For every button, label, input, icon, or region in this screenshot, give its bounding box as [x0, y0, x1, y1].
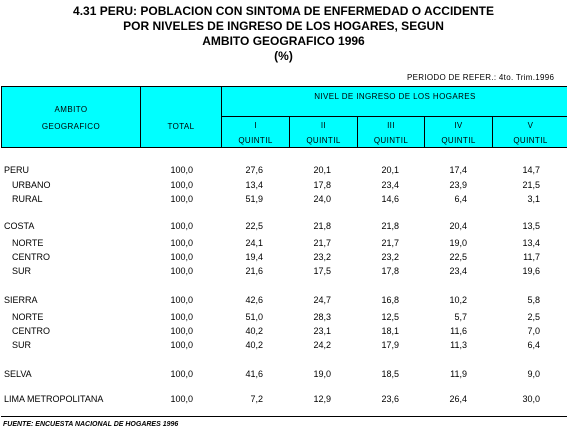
cell-quintil-1: 19,4 — [245, 252, 263, 262]
table-row — [0, 264, 567, 278]
cell-total: 100,0 — [170, 326, 193, 336]
cell-quintil-3: 20,1 — [381, 165, 399, 175]
cell-quintil-1: 41,6 — [245, 369, 263, 379]
cell-quintil-3: 18,1 — [381, 326, 399, 336]
table-header — [1, 86, 567, 148]
table-row — [0, 310, 567, 324]
cell-total: 100,0 — [170, 238, 193, 248]
row-label: SUR — [12, 340, 32, 350]
cell-quintil-3: 21,7 — [381, 238, 399, 248]
table-row — [0, 192, 567, 206]
row-label: SUR — [12, 266, 32, 276]
cell-quintil-5: 14,7 — [522, 165, 540, 175]
cell-quintil-3: 18,5 — [381, 369, 399, 379]
table-row — [0, 293, 567, 307]
cell-quintil-2: 21,8 — [313, 221, 331, 231]
cell-quintil-5: 5,8 — [527, 295, 540, 305]
cell-quintil-2: 23,2 — [313, 252, 331, 262]
cell-quintil-5: 3,1 — [527, 194, 540, 204]
cell-quintil-5: 30,0 — [522, 394, 540, 404]
source-footnote: FUENTE: ENCUESTA NACIONAL DE HOGARES 1996 — [3, 421, 179, 428]
header-ambito: AMBITO — [54, 105, 88, 114]
header-quintil-3-number: III — [387, 121, 395, 130]
cell-quintil-4: 5,7 — [454, 312, 467, 322]
table-row — [0, 236, 567, 250]
row-label: NORTE — [12, 312, 44, 322]
row-label: CENTRO — [12, 252, 50, 262]
cell-quintil-5: 6,4 — [527, 340, 540, 350]
cell-quintil-4: 17,4 — [449, 165, 467, 175]
row-label: URBANO — [12, 180, 51, 190]
header-nivel-ingreso: NIVEL DE INGRESO DE LOS HOGARES — [314, 92, 476, 101]
cell-total: 100,0 — [170, 312, 193, 322]
cell-quintil-2: 19,0 — [313, 369, 331, 379]
cell-quintil-5: 21,5 — [522, 180, 540, 190]
cell-quintil-2: 17,5 — [313, 266, 331, 276]
cell-quintil-2: 21,7 — [313, 238, 331, 248]
cell-quintil-3: 14,6 — [381, 194, 399, 204]
row-label: RURAL — [12, 194, 43, 204]
cell-quintil-2: 20,1 — [313, 165, 331, 175]
cell-quintil-4: 26,4 — [449, 394, 467, 404]
cell-quintil-2: 28,3 — [313, 312, 331, 322]
table-row — [0, 163, 567, 177]
table-row — [0, 219, 567, 233]
cell-quintil-5: 2,5 — [527, 312, 540, 322]
cell-total: 100,0 — [170, 165, 193, 175]
header-quintil-2-number: II — [320, 121, 327, 130]
header-quintil-3-label: QUINTIL — [373, 136, 409, 145]
cell-quintil-1: 51,9 — [245, 194, 263, 204]
header-total: TOTAL — [167, 122, 195, 131]
cell-quintil-4: 11,9 — [450, 369, 467, 379]
cell-quintil-5: 13,4 — [522, 238, 540, 248]
header-quintil-5-number: V — [527, 121, 534, 130]
cell-quintil-1: 24,1 — [245, 238, 263, 248]
cell-quintil-1: 42,6 — [245, 295, 263, 305]
cell-quintil-3: 23,2 — [381, 252, 399, 262]
cell-quintil-2: 12,9 — [313, 394, 331, 404]
header-quintil-4-number: IV — [454, 121, 463, 130]
cell-quintil-1: 27,6 — [245, 165, 263, 175]
table-row — [0, 250, 567, 264]
cell-quintil-1: 51,0 — [245, 312, 263, 322]
header-quintil-1-label: QUINTIL — [238, 136, 273, 145]
cell-quintil-4: 23,9 — [449, 180, 467, 190]
table-bottom-divider — [1, 416, 567, 417]
cell-quintil-4: 11,3 — [450, 340, 467, 350]
table-row — [0, 178, 567, 192]
cell-quintil-3: 23,4 — [381, 180, 399, 190]
cell-total: 100,0 — [170, 295, 193, 305]
cell-quintil-3: 21,8 — [381, 221, 399, 231]
row-label: SELVA — [4, 369, 32, 379]
cell-quintil-3: 17,9 — [381, 340, 399, 350]
table-title-line-3: AMBITO GEOGRAFICO 1996 — [202, 34, 365, 48]
table-title-unit: (%) — [274, 49, 293, 63]
row-label: COSTA — [4, 221, 35, 231]
table-row — [0, 367, 567, 381]
cell-total: 100,0 — [170, 340, 193, 350]
cell-quintil-5: 19,6 — [522, 266, 540, 276]
cell-quintil-4: 10,2 — [449, 295, 467, 305]
cell-quintil-3: 12,5 — [381, 312, 399, 322]
cell-quintil-1: 40,2 — [245, 340, 263, 350]
header-quintil-2-label: QUINTIL — [306, 136, 341, 145]
cell-total: 100,0 — [170, 394, 193, 404]
cell-quintil-5: 9,0 — [527, 369, 540, 379]
cell-total: 100,0 — [170, 180, 193, 190]
cell-quintil-4: 23,4 — [449, 266, 467, 276]
cell-quintil-5: 13,5 — [522, 221, 540, 231]
cell-quintil-1: 40,2 — [245, 326, 263, 336]
cell-quintil-4: 20,4 — [449, 221, 467, 231]
cell-quintil-4: 11,6 — [450, 326, 467, 336]
cell-quintil-3: 17,8 — [381, 266, 399, 276]
cell-quintil-1: 7,2 — [250, 394, 263, 404]
cell-total: 100,0 — [170, 369, 193, 379]
header-quintil-4-label: QUINTIL — [441, 136, 476, 145]
cell-quintil-5: 7,0 — [527, 326, 540, 336]
table-row — [0, 324, 567, 338]
cell-quintil-3: 23,6 — [381, 394, 399, 404]
table-row — [0, 392, 567, 406]
table-row — [0, 338, 567, 352]
header-geografico: GEOGRAFICO — [41, 122, 101, 131]
cell-quintil-2: 17,8 — [313, 180, 331, 190]
cell-quintil-1: 22,5 — [245, 221, 263, 231]
cell-quintil-3: 16,8 — [381, 295, 399, 305]
cell-quintil-2: 23,1 — [313, 326, 331, 336]
row-label: CENTRO — [12, 326, 50, 336]
cell-quintil-1: 13,4 — [245, 180, 263, 190]
cell-total: 100,0 — [170, 221, 193, 231]
reference-period: PERIODO DE REFER.: 4to. Trim.1996 — [407, 73, 555, 82]
cell-quintil-4: 6,4 — [454, 194, 467, 204]
cell-total: 100,0 — [170, 194, 193, 204]
row-label: SIERRA — [4, 295, 38, 305]
cell-total: 100,0 — [170, 266, 193, 276]
table-title-line-2: POR NIVELES DE INGRESO DE LOS HOGARES, SEGUN — [123, 19, 444, 33]
cell-total: 100,0 — [170, 252, 193, 262]
cell-quintil-4: 19,0 — [449, 238, 467, 248]
header-quintil-5-label: QUINTIL — [513, 136, 548, 145]
table-title-line-1: 4.31 PERU: POBLACION CON SINTOMA DE ENFERMEDAD O ACCIDENTE — [73, 4, 494, 18]
cell-quintil-2: 24,2 — [313, 340, 331, 350]
cell-quintil-2: 24,7 — [313, 295, 331, 305]
cell-quintil-2: 24,0 — [313, 194, 331, 204]
row-label: PERU — [4, 165, 30, 175]
header-quintil-1-number: I — [254, 121, 257, 130]
cell-quintil-5: 11,7 — [523, 252, 540, 262]
row-label: NORTE — [12, 238, 44, 248]
row-label: LIMA METROPOLITANA — [4, 394, 104, 404]
cell-quintil-1: 21,6 — [245, 266, 263, 276]
cell-quintil-4: 22,5 — [449, 252, 467, 262]
